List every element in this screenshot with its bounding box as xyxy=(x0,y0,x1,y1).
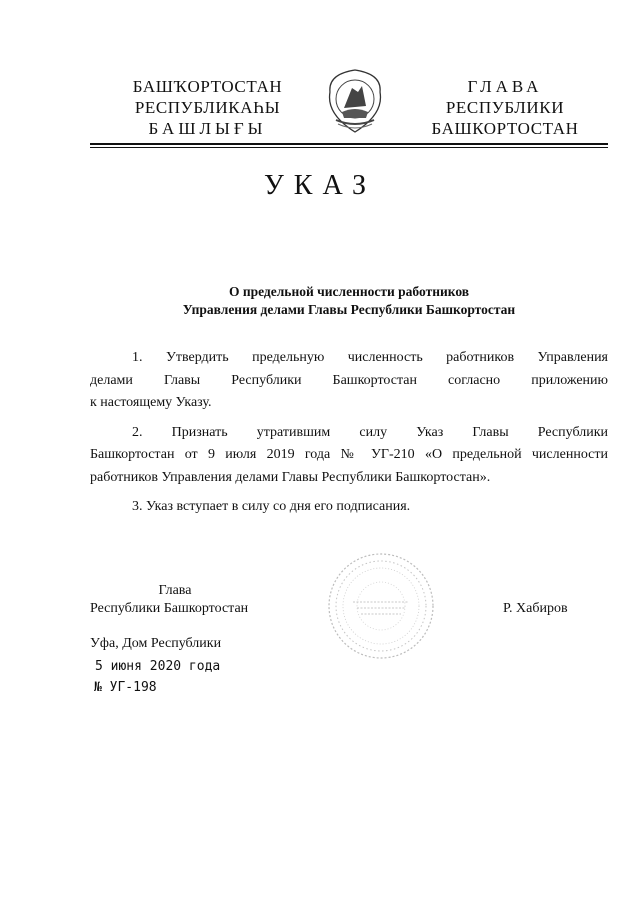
header-right-block xyxy=(420,76,590,139)
decree-number: № УГ-198 xyxy=(94,680,157,695)
paragraph-1-line-1: 1. Утвердить предельную численность работников Управления xyxy=(132,350,608,365)
paragraph-3-line-1: 3. Указ вступает в силу со дня его подписания. xyxy=(132,499,411,514)
paragraph-2-line-2: Башкортостан от 9 июля 2019 года № УГ-210 «О предельной численности xyxy=(90,447,608,462)
paragraph-2-line-3: работников Управления делами Главы Республики Башкортостан». xyxy=(90,469,491,485)
paragraph-1-line-3: к настоящему Указу. xyxy=(90,395,212,410)
document-body xyxy=(90,347,608,526)
header-left-line-1: БАШҠОРТОСТАН xyxy=(132,77,283,96)
header-left-line-3: БАШЛЫҒЫ xyxy=(148,119,267,138)
document-subject xyxy=(90,283,608,319)
bashkortostan-coat-of-arms-icon xyxy=(322,66,388,138)
paragraph-1-line-2: делами Главы Республики Башкортостан согласно приложению xyxy=(90,372,608,388)
header-divider-thin xyxy=(90,147,608,148)
paragraph-3 xyxy=(90,496,608,519)
header-right-line-1: ГЛАВА xyxy=(467,77,543,96)
header-left-block xyxy=(110,76,305,139)
subject-line-1: О предельной численности работников xyxy=(228,284,470,299)
signing-place: Уфа, Дом Республики xyxy=(90,636,222,651)
paragraph-2 xyxy=(90,422,608,490)
header-right-line-3: БАШКОРТОСТАН xyxy=(431,119,579,138)
signatory-role-line-2: Республики Башкортостан xyxy=(90,601,249,616)
header-left-line-2: РЕСПУБЛИКАҺЫ xyxy=(134,98,281,117)
subject-line-2: Управления делами Главы Республики Башкортостан xyxy=(182,302,516,317)
paragraph-1 xyxy=(90,347,608,415)
paragraph-2-line-1: 2. Признать утратившим силу Указ Главы Республики xyxy=(132,424,608,440)
header-right-line-2: РЕСПУБЛИКИ xyxy=(445,98,565,117)
signatory-role-line-1: Глава xyxy=(158,583,192,598)
signatory-name: Р. Хабиров xyxy=(503,601,568,616)
document-title: УКАЗ xyxy=(263,170,377,201)
signing-date: 5 июня 2020 года xyxy=(95,659,221,674)
header-divider-thick xyxy=(90,143,608,145)
official-seal-icon xyxy=(327,552,435,660)
